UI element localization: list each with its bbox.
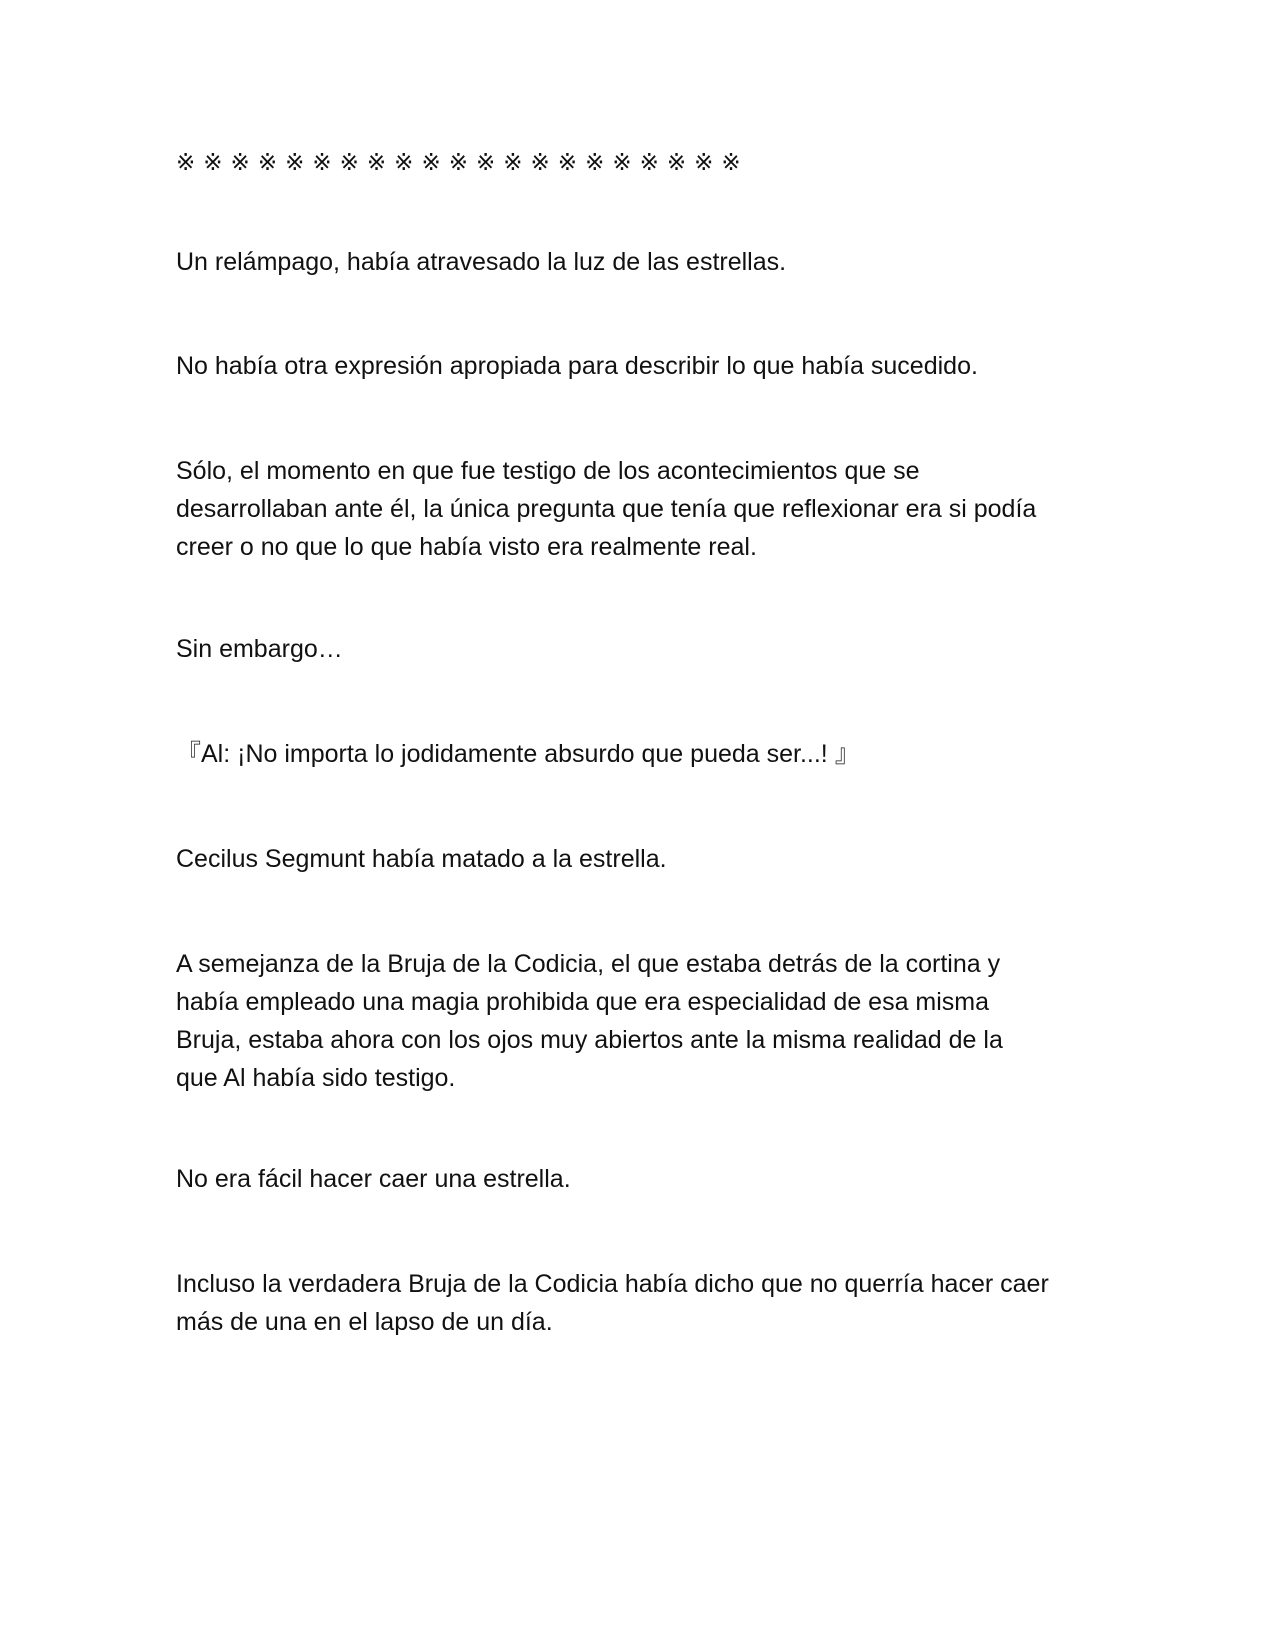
paragraph-1 bbox=[176, 243, 1106, 281]
paragraph-8 bbox=[176, 1160, 1106, 1198]
paragraph-line: desarrollaban ante él, la única pregunta que tenía que reflexionar era si podía bbox=[176, 495, 1037, 523]
paragraph-6 bbox=[176, 840, 1106, 878]
paragraph-line: No era fácil hacer caer una estrella. bbox=[176, 1165, 571, 1193]
paragraph-line: Sin embargo… bbox=[176, 635, 343, 663]
section-separator bbox=[176, 144, 1106, 182]
paragraph-3 bbox=[176, 452, 1106, 566]
separator-text: ※※※※※※※※※※※※※※※※※※※※※ bbox=[176, 150, 749, 176]
paragraph-7 bbox=[176, 945, 1106, 1097]
paragraph-line: creer o no que lo que había visto era realmente real. bbox=[176, 533, 757, 561]
paragraph-line: 『Al: ¡No importa lo jodidamente absurdo que pueda ser...! 』 bbox=[176, 740, 860, 768]
paragraph-line: Un relámpago, había atravesado la luz de las estrellas. bbox=[176, 248, 787, 276]
paragraph-line: Bruja, estaba ahora con los ojos muy abiertos ante la misma realidad de la bbox=[176, 1026, 1003, 1054]
paragraph-line: Incluso la verdadera Bruja de la Codicia había dicho que no querría hacer caer bbox=[176, 1270, 1049, 1298]
paragraph-line: había empleado una magia prohibida que era especialidad de esa misma bbox=[176, 988, 990, 1016]
paragraph-line: Sólo, el momento en que fue testigo de los acontecimientos que se bbox=[176, 457, 920, 485]
paragraph-4 bbox=[176, 630, 1106, 668]
paragraph-line: más de una en el lapso de un día. bbox=[176, 1308, 553, 1336]
dialogue-line bbox=[176, 735, 1106, 773]
paragraph-line: A semejanza de la Bruja de la Codicia, el que estaba detrás de la cortina y bbox=[176, 950, 1001, 978]
paragraph-line: que Al había sido testigo. bbox=[176, 1064, 456, 1092]
paragraph-9 bbox=[176, 1265, 1106, 1341]
paragraph-line: No había otra expresión apropiada para describir lo que había sucedido. bbox=[176, 352, 978, 380]
paragraph-line: Cecilus Segmunt había matado a la estrella. bbox=[176, 845, 667, 873]
paragraph-2 bbox=[176, 347, 1106, 385]
